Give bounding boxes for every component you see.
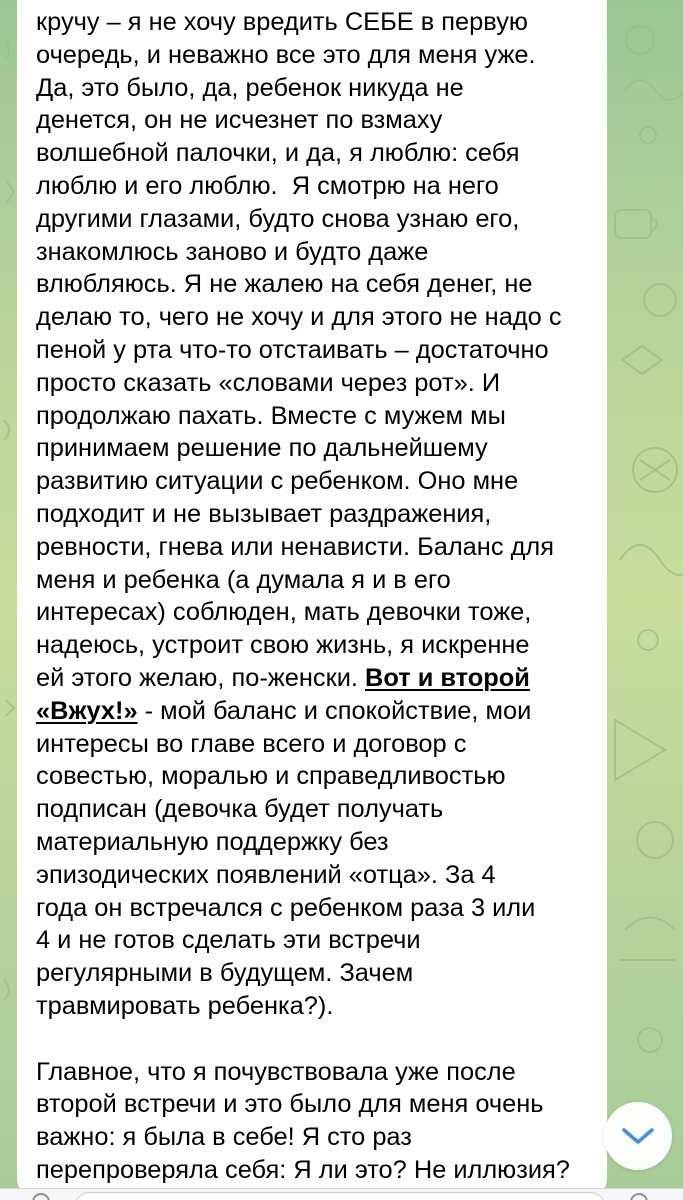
scroll-to-bottom-button[interactable] bbox=[604, 1102, 672, 1170]
message-line: денется, он не исчезнет по взмаху bbox=[36, 106, 443, 135]
message-line: меня и ребенка (а думала я и в его bbox=[36, 565, 451, 594]
message-line: подписан (девочка будет получать bbox=[36, 795, 444, 824]
message-text bbox=[36, 6, 598, 1187]
message-line: влюбляюсь. Я не жалею на себя денег, не bbox=[36, 270, 533, 299]
message-line: материальную поддержку без bbox=[36, 827, 389, 856]
message-line: регулярными в будущем. Зачем bbox=[36, 959, 414, 988]
message-line: кручу – я не хочу вредить СЕБЕ в первую bbox=[36, 8, 528, 36]
message-line: интересах) соблюден, мать девочки тоже, bbox=[36, 598, 532, 627]
paragraph-gap bbox=[36, 1023, 598, 1056]
message-line: принимаем решение по дальнейшему bbox=[36, 434, 488, 463]
chevron-down-icon bbox=[621, 1126, 655, 1146]
message-line: эпизодических появлений «отца». За 4 bbox=[36, 860, 496, 889]
message-line: Главное, что я почувствовала уже после bbox=[36, 1057, 516, 1086]
message-line: другими глазами, будто снова узнаю его, bbox=[36, 204, 520, 233]
message-line: пеной у рта что-то отстаивать – достаточно bbox=[36, 335, 549, 364]
message-line: 4 и не готов сделать эти встречи bbox=[36, 926, 421, 955]
message-line: Да, это было, да, ребенок никуда не bbox=[36, 73, 464, 102]
message-line: делаю то, чего не хочу и для этого не надо с bbox=[36, 303, 562, 332]
message-line: перепроверяла себя: Я ли это? Не иллюзия? bbox=[36, 1155, 570, 1184]
article-link-part-2[interactable]: «Вжух!» bbox=[36, 696, 138, 725]
message-line: года он встречался с ребенком раза 3 или bbox=[36, 893, 536, 922]
message-text-fragment: ей этого желаю, по-женски. bbox=[36, 663, 365, 692]
microphone-icon[interactable] bbox=[628, 1192, 650, 1200]
message-line: подходит и не вызывает раздражения, bbox=[36, 499, 492, 528]
message-line: совестью, моралью и справедливостью bbox=[36, 762, 506, 791]
message-line: очередь, и неважно все это для меня уже. bbox=[36, 40, 536, 69]
message-line: просто сказать «словами через рот». И bbox=[36, 368, 501, 397]
message-line-with-link bbox=[36, 695, 598, 728]
article-link-part-1[interactable]: Вот и второй bbox=[365, 663, 530, 692]
message-line: ревности, гнева или ненависти. Баланс для bbox=[36, 532, 554, 561]
message-line: надеюсь, устроит свою жизнь, я искренне bbox=[36, 631, 530, 660]
message-input-field[interactable] bbox=[74, 1192, 606, 1200]
message-line: волшебной палочки, и да, я люблю: себя bbox=[36, 139, 520, 168]
message-line: знакомлюсь заново и будто даже bbox=[36, 237, 429, 266]
message-line: люблю и его люблю. Я смотрю на него bbox=[36, 171, 499, 200]
message-text-fragment: - мой баланс и спокойствие, мои bbox=[137, 696, 532, 725]
message-line: продолжаю пахать. Вместе с мужем мы bbox=[36, 401, 506, 430]
message-line: интересы во главе всего и договор с bbox=[36, 729, 467, 758]
message-line-with-link bbox=[36, 662, 598, 695]
message-line: второй встречи и это было для меня очень bbox=[36, 1090, 544, 1119]
message-line: развитию ситуации с ребенком. Оно мне bbox=[36, 467, 519, 496]
message-line: травмировать ребенка?). bbox=[36, 991, 334, 1020]
message-line: важно: я была в себе! Я сто раз bbox=[36, 1123, 412, 1152]
attach-icon[interactable] bbox=[30, 1192, 52, 1200]
